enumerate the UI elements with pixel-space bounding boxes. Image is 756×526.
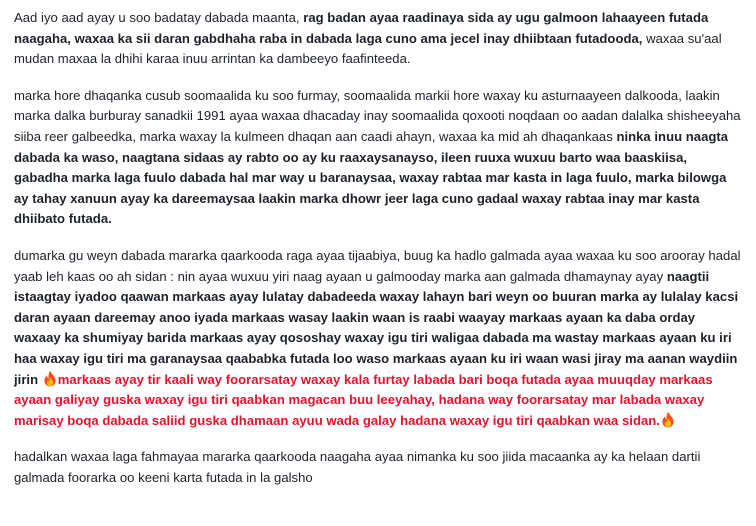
text-normal: hadalkan waxaa laga fahmayaa mararka qaarkooda naagaha ayaa nimanka ku soo jiida macaanka ay ka helaan dartii galmada foorarka oo keeni karta futada in la galsho [14,449,701,485]
paragraph-2 [14,86,742,230]
paragraph-3 [14,246,742,431]
text-highlight-red: markaas ayay tir kaali way foorarsatay waxay kala furtay labada bari boqa futada ayaa muuqday markaas ayaan galiyay guska waxay igu tiri qaabkan magacan buu leeyahay, hadana way foorarsatay mar labada waxay marisay boqa dabada saliid guska dhamaan ayuu wada galay hadana waxay igu tiri qaabkan waa sidan. [14,371,713,428]
fire-icon [661,411,675,428]
text-bold: rag badan ayaa raadinaya sida ay ugu galmoon lahaayeen futada naagaha, waxaa ka sii daran gabdhaha raba in dabada laga cuno ama jecel inay dhiibtaan futadooda, [14,10,709,46]
paragraph-4 [14,447,742,488]
text-bold: naagtii istaagtay iyadoo qaawan markaas ayay lulatay dabadeeda waxay lahayn bari weyn oo buuran marka ay lulalay kacsi daran ayaan dareemay anoo iyada markaas wasay laakin waan is raabi waayay markaas ayaan ka daba orday waxaay ka shumiyay barida markaas ayay qososhay waxay igu tiri waligaa dabada ma wastay markaas ayaan ku iri haa waxay igu tiri ma garanaysaa qaababka futada loo waso markaas ayaan ku iri waan wasi jiray ma aanan waydiin jirin [14,268,739,387]
text-normal: Aad iyo aad ayay u soo badatay dabada maanta, [14,10,304,25]
text-normal: waxaa su'aal mudan maxaa la dhihi karaa inuu arrintan ka dambeeyo faafinteeda. [14,30,722,67]
paragraph-1 [14,8,742,70]
text-normal: dumarka gu weyn dabada mararka qaarkooda raga ayaa tijaabiya, buug ka hadlo galmada ayaa waxaa ku soo arooray hadal yaab leh kaas oo ah sidan : nin ayaa wuxuu yiri naag ayaan u galmooday marka aan galmada dhamaynay ayay [14,247,741,284]
fire-icon [43,370,57,387]
text-normal: marka hore dhaqanka cusub soomaalida ku soo furmay, soomaalida markii hore waxay ku asturnaayeen dalkooda, laakin marka dalka burburay sanadkii 1991 ayaa waxaa dhacaday inay soomaalida qoxooti noqdaan oo aadan dalalka shisheeyaha siiba reer galbeedka, marka waxay la kulmeen dhaqan aan caadi ahayn, waxaa ka mid ah dhaqankaas [14,87,741,144]
text-bold: ninka inuu naagta dabada ka waso, naagtana sidaas ay rabto oo ay ku raaxaysanayso, ileen ruuxa wuxuu barto waa baaskiisa, gabadha marka laga fuulo dabada hal mar way u baranaysaa, waxay rabtaa mar kasta in laga fuulo, marka bilowga ay tahay xanuun ayay ka dareemaysaa laakin marka dhowr jeer laga cuno gadaal waxay rabtaa inay mar kasta dhiibato futada. [14,128,729,227]
